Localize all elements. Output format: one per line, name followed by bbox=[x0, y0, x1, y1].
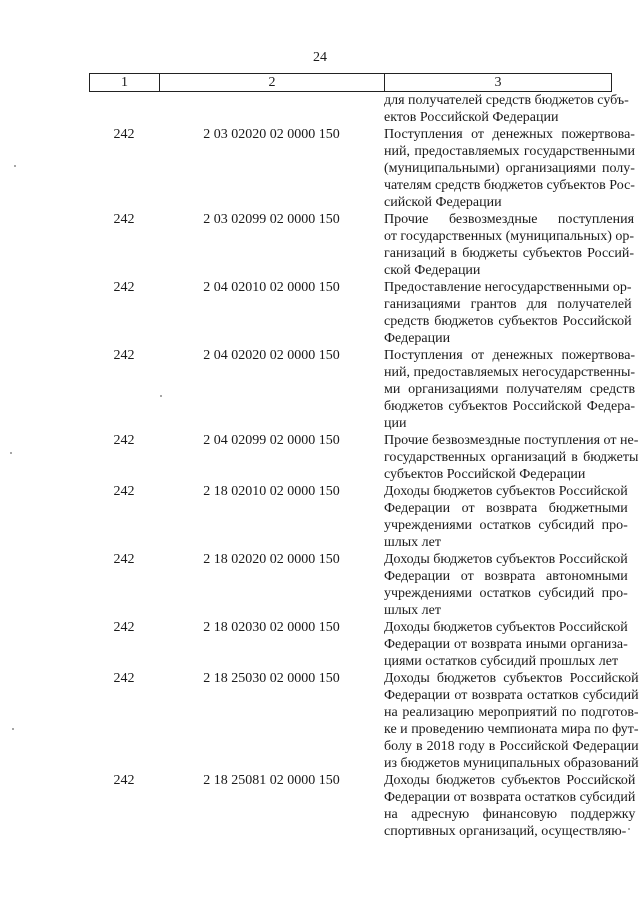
description-line: Федерации от возврата иными организа- bbox=[384, 637, 628, 652]
description-line: Прочие безвозмездные поступления bbox=[384, 212, 635, 227]
description-line: Федерации от возврата бюджетными bbox=[384, 501, 628, 516]
description-cell bbox=[384, 772, 635, 840]
description-line: Доходы бюджетов субъектов Российской bbox=[384, 484, 628, 499]
description-line: Федерации от возврата остатков субсидий bbox=[384, 688, 639, 703]
admin-code-cell bbox=[89, 92, 159, 126]
table-body bbox=[89, 92, 639, 840]
description-line: ской Федерации bbox=[384, 263, 481, 278]
description-line: на реализацию мероприятий по подготов- bbox=[384, 705, 639, 720]
description-cell bbox=[384, 551, 628, 619]
revenue-code-cell: 2 03 02020 02 0000 150 bbox=[203, 127, 340, 142]
description-cell bbox=[384, 483, 628, 551]
revenue-code-cell: 2 04 02099 02 0000 150 bbox=[203, 433, 340, 448]
description-line: ний, предоставляемых негосударственны- bbox=[384, 365, 636, 380]
table-row bbox=[89, 211, 635, 279]
admin-code-cell: 242 bbox=[113, 671, 135, 686]
scan-speck bbox=[12, 728, 14, 730]
description-line: на адресную финансовую поддержку bbox=[384, 807, 636, 822]
admin-code-cell: 242 bbox=[113, 484, 135, 499]
description-line: Доходы бюджетов субъектов Российской bbox=[384, 671, 639, 686]
admin-code-cell: 242 bbox=[113, 280, 135, 295]
description-cell bbox=[384, 279, 632, 347]
description-line: Доходы бюджетов субъектов Российской bbox=[384, 552, 628, 567]
revenue-code-cell: 2 04 02010 02 0000 150 bbox=[203, 280, 340, 295]
description-line: бюджетов субъектов Российской Федера- bbox=[384, 399, 636, 414]
description-line: Поступления от денежных пожертвова- bbox=[384, 127, 635, 142]
revenue-code-cell: 2 18 25081 02 0000 150 bbox=[203, 773, 340, 788]
description-line: ции bbox=[384, 416, 407, 431]
description-cell bbox=[384, 126, 635, 211]
description-cell bbox=[384, 670, 639, 772]
revenue-code-cell: 2 18 02010 02 0000 150 bbox=[203, 484, 340, 499]
description-line: от государственных (муниципальных) ор- bbox=[384, 229, 635, 244]
table-row bbox=[89, 619, 628, 670]
revenue-code-cell: 2 18 02030 02 0000 150 bbox=[203, 620, 340, 635]
description-line: учреждениями остатков субсидий про- bbox=[384, 586, 628, 601]
description-line: (муниципальными) организациями полу- bbox=[384, 161, 635, 176]
description-line: Доходы бюджетов субъектов Российской bbox=[384, 620, 628, 635]
scan-speck bbox=[160, 395, 162, 397]
description-cell bbox=[384, 211, 634, 279]
table-row bbox=[89, 483, 628, 551]
description-line: субъектов Российской Федерации bbox=[384, 467, 586, 482]
description-line: учреждениями остатков субсидий про- bbox=[384, 518, 628, 533]
table-row bbox=[89, 279, 632, 347]
revenue-code-cell: 2 18 02020 02 0000 150 bbox=[203, 552, 340, 567]
description-line: ний, предоставляемых государственными bbox=[384, 144, 635, 159]
admin-code-cell: 242 bbox=[113, 552, 135, 567]
description-cell bbox=[384, 619, 628, 670]
header-col-1: 1 bbox=[90, 74, 160, 91]
revenue-code-cell: 2 18 25030 02 0000 150 bbox=[203, 671, 340, 686]
description-line: государственных организаций в бюджеты bbox=[384, 450, 639, 465]
table-row bbox=[89, 670, 639, 772]
table-row bbox=[89, 551, 628, 619]
admin-code-cell: 242 bbox=[113, 127, 135, 142]
description-line: ми организациями получателям средств bbox=[384, 382, 636, 397]
table-header bbox=[89, 73, 612, 92]
description-line: для получателей средств бюджетов субъ- bbox=[384, 93, 629, 108]
description-line: чателям средств бюджетов субъектов Рос- bbox=[384, 178, 635, 193]
admin-code-cell: 242 bbox=[113, 620, 135, 635]
header-col-3: 3 bbox=[494, 75, 502, 90]
description-line: сийской Федерации bbox=[384, 195, 502, 210]
description-line: Предоставление негосударственными ор- bbox=[384, 280, 632, 295]
description-line: шлых лет bbox=[384, 603, 441, 618]
description-line: Федерации от возврата остатков субсидий bbox=[384, 790, 636, 805]
header-col-2: 2 bbox=[160, 74, 385, 91]
description-line: ганизациями грантов для получателей bbox=[384, 297, 632, 312]
description-line: из бюджетов муниципальных образований bbox=[384, 756, 639, 771]
description-line: Прочие безвозмездные поступления от не- bbox=[384, 433, 639, 448]
scan-speck bbox=[10, 452, 12, 454]
admin-code-cell: 242 bbox=[113, 348, 135, 363]
table-row bbox=[89, 92, 629, 126]
description-line: Федерации bbox=[384, 331, 451, 346]
description-line: болу в 2018 году в Российской Федерации bbox=[384, 739, 639, 754]
description-cell bbox=[384, 347, 635, 432]
admin-code-cell: 242 bbox=[113, 433, 135, 448]
table-row bbox=[89, 347, 636, 432]
description-line: шлых лет bbox=[384, 535, 441, 550]
revenue-code-cell: 2 03 02099 02 0000 150 bbox=[203, 212, 340, 227]
description-line: циями остатков субсидий прошлых лет bbox=[384, 654, 619, 669]
admin-code-cell: 242 bbox=[113, 212, 135, 227]
admin-code-cell: 242 bbox=[113, 773, 135, 788]
description-line: ектов Российской Федерации bbox=[384, 110, 559, 125]
description-line: средств бюджетов субъектов Российской bbox=[384, 314, 632, 329]
page-number: 24 bbox=[313, 50, 327, 65]
table-row bbox=[89, 432, 639, 483]
description-line: Федерации от возврата автономными bbox=[384, 569, 628, 584]
table-row bbox=[89, 126, 635, 211]
description-cell bbox=[384, 432, 638, 483]
scan-speck bbox=[14, 165, 16, 167]
revenue-code-cell bbox=[159, 92, 384, 126]
description-line: Поступления от денежных пожертвова- bbox=[384, 348, 636, 363]
description-line: ганизаций в бюджеты субъектов Россий- bbox=[384, 246, 635, 261]
description-line: Доходы бюджетов субъектов Российской bbox=[384, 773, 636, 788]
scan-speck bbox=[628, 828, 630, 830]
description-line: спортивных организаций, осуществляю- bbox=[384, 824, 627, 839]
table-row bbox=[89, 772, 636, 840]
description-cell bbox=[384, 92, 629, 126]
description-line: ке и проведению чемпионата мира по фут- bbox=[384, 722, 639, 737]
revenue-code-cell: 2 04 02020 02 0000 150 bbox=[203, 348, 340, 363]
